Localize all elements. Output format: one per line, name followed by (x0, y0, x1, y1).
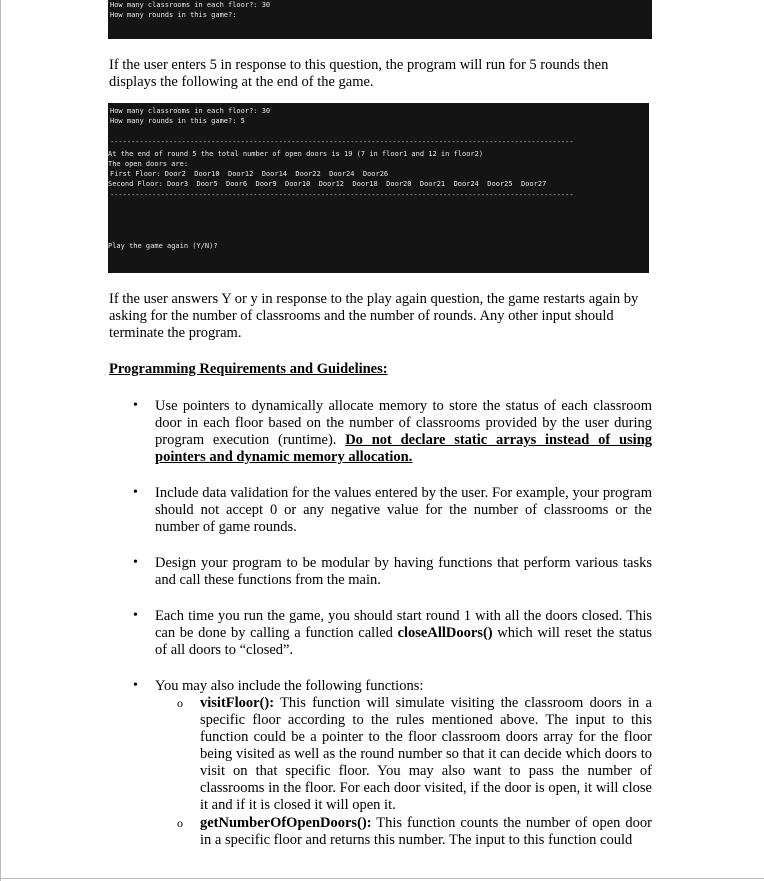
console-separator: -------------------------------------------------------------------------------------------------------------- (110, 138, 574, 146)
sub-bullet-open-doors (200, 815, 652, 849)
sub-bullet-icon: o (177, 816, 183, 830)
bullet-dot-icon: • (133, 608, 138, 623)
play-again-paragraph: If the user answers Y or y in response to the play again question, the game restarts again by asking for the number of classrooms and the number of rounds. Any other input should terminate the program. (109, 291, 639, 341)
bullet-item-data-validation: Include data validation for the values entered by the user. For example, your program should not accept 0 or any negative value for the number of classrooms or the number of game rounds. (155, 485, 652, 535)
console-play-again-prompt: Play the game again (Y/N)? (108, 242, 218, 250)
function-name: closeAllDoors() (397, 625, 493, 641)
bullet-dot-icon: • (133, 398, 138, 413)
console-line: How many rounds in this game?: 5 (110, 117, 245, 125)
console-first-floor-line: First Floor: Door2 Door10 Door12 Door14 Door22 Door24 Door26 (110, 170, 389, 178)
console-line: How many rounds in this game?: (110, 11, 237, 19)
bullet-item-optional-functions: You may also include the following functions: (155, 678, 424, 694)
function-name: getNumberOfOpenDoors(): (200, 815, 372, 831)
function-name: visitFloor(): (200, 695, 275, 711)
console-output-top (108, 0, 652, 39)
console-open-doors-label: The open doors are: (108, 160, 189, 168)
console-second-floor-line: Second Floor: Door3 Door5 Door6 Door9 Door10 Door12 Door18 Door20 Door21 Door24 Door25 Door27 (108, 180, 547, 188)
console-separator: -------------------------------------------------------------------------------------------------------------- (110, 191, 574, 199)
bullet-text: Use pointers to dynamically allocate memory to store the status of each classroom door in each floor based on the number of classrooms provided by the user during program execution (runtime). (155, 398, 652, 448)
bullet-dot-icon: • (133, 555, 138, 570)
sub-bullet-text: This function counts the number of open door in a specific floor and returns this number. The input to this function could (200, 815, 652, 848)
bullet-item-dynamic-memory (155, 398, 652, 466)
console-line: How many classrooms in each floor?: 30 (110, 1, 271, 9)
requirements-heading: Programming Requirements and Guidelines: (109, 361, 388, 377)
bullet-item-close-doors (155, 608, 652, 659)
sub-bullet-text: This function will simulate visiting the classroom doors in a specific floor according to the rules mentioned above. The input to this function could be a pointer to the floor classroom doors array for the floor being visited as well as the round number so that it can decide which doors to visit on that specific floor. You may also want to pass the number of classrooms in the floor. For each door visited, if the door is open, it will close it and if it is closed it will open it. (200, 695, 652, 813)
intro-paragraph: If the user enters 5 in response to this question, the program will run for 5 rounds then displays the following at the end of the game. (109, 57, 609, 90)
bullet-text: which will reset the status of all doors to “closed”. (155, 625, 652, 658)
bullet-item-modular: Design your program to be modular by having functions that perform various tasks and call these functions from the main. (155, 555, 652, 588)
page-border (0, 0, 1, 881)
bullet-dot-icon: • (133, 678, 138, 693)
console-line: How many classrooms in each floor?: 30 (110, 107, 271, 115)
sub-bullet-icon: o (177, 696, 183, 710)
console-summary-line: At the end of round 5 the total number of open doors is 19 (7 in floor1 and 12 in floor2) (108, 150, 484, 158)
bullet-dot-icon: • (133, 485, 138, 500)
sub-bullet-visit-floor (200, 695, 652, 814)
page-border (0, 878, 764, 879)
bullet-emphasis: Do not declare static arrays instead of using pointers and dynamic memory allocation. (155, 432, 653, 465)
console-output-main (108, 103, 649, 273)
bullet-text: Each time you run the game, you should start round 1 with all the doors closed. This can be done by calling a function called (155, 608, 652, 641)
